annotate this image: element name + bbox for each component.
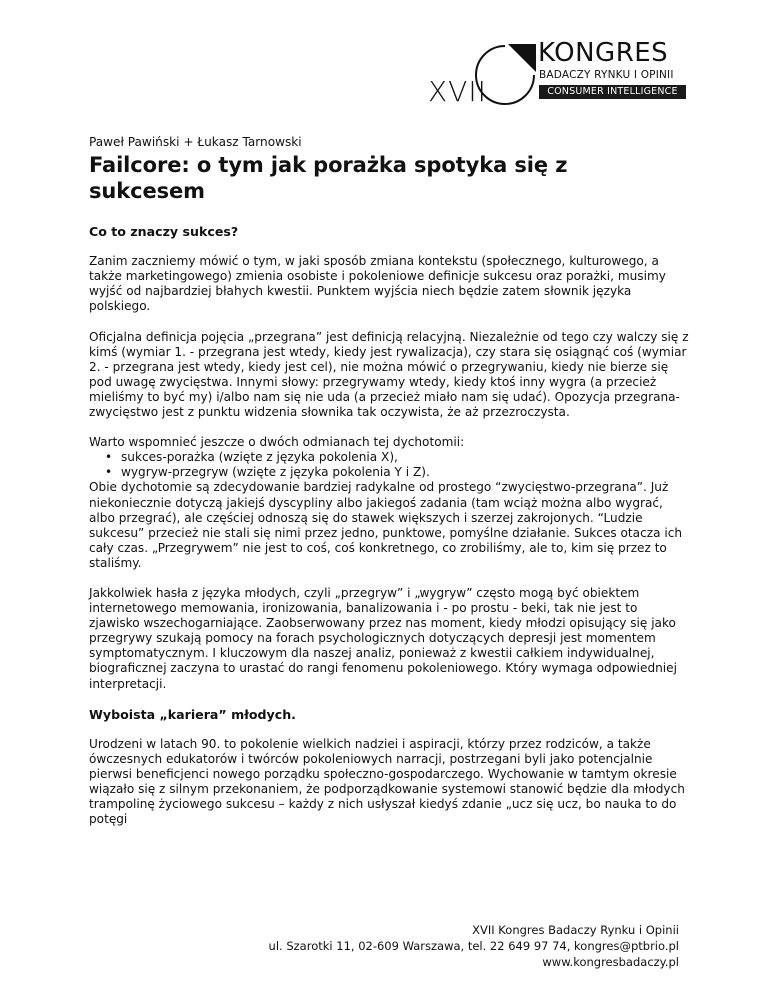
paragraph-2: Oficjalna definicja pojęcia „przegrana” jest definicją relacyjną. Niezależnie od tego czy walczy się z kimś (wymiar 1. - przegrana jest wtedy, kiedy jest rywalizacja), czy stara się osiągnąć coś (wymiar 2. - przegrana jest wtedy, kiedy jest cel), nie można mówić o przegrywaniu, kiedy nie bierze się pod uwagę zwycięstwa. Innymi słowy: przegrywamy wtedy, kiedy ktoś inny wygra (a przecież mieliśmy to być my) i/albo nam się nie uda (a przecież miało nam się udać). Opozycja przegrana-zwycięstwo jest z punktu widzenia słownika tak oczywista, że aż przezroczysta. [89, 329, 689, 420]
section-heading-success: Co to znaczy sukces? [89, 224, 239, 240]
list-item: • wygryw-przegryw (wzięte z języka pokolenia Y i Z). [121, 465, 689, 480]
logo-subtitle: BADACZY RYNKU I OPINII [539, 69, 674, 81]
paragraph-5: Urodzeni w latach 90. to pokolenie wielkich nadziei i aspiracji, którzy przez rodziców, a także ówczesnych edukatorów i twórców pokoleniowych narracji, postrzegani byli jako potencjalnie pierwsi beneficjenci nowego porządku społeczno-gospodarczego. Wychowanie w tamtym okresie wiązało się z silnym przekonaniem, że podporządkowanie systemowi stanowić będzie dla młodych trampolinę życiowego sukcesu – każdy z nich usłyszał kiedyś zdanie „ucz się ucz, bo nauka to do potęgi [89, 736, 685, 827]
section-heading-career: Wyboista „kariera” młodych. [89, 706, 296, 722]
article-title: Failcore: o tym jak porażka spotyka się z sukcesem [89, 153, 568, 204]
footer-address: ul. Szarotki 11, 02-609 Warszawa, tel. 22 649 97 74, kongres@ptbrio.pl [268, 939, 679, 953]
footer-congress-name: XVII Kongres Badaczy Rynku i Opinii [472, 923, 679, 937]
paragraph-3: Obie dychotomie są zdecydowanie bardziej radykalne od prostego “zwycięstwo-przegrana”. Już niekoniecznie dotyczą jakiejś dyscypliny albo jakiegoś zadania (tam wciąż można albo wygrać, albo przegrać), ale częściej odnoszą się do stawek większych i szerzej zakrojonych. “Ludzie sukcesu” przecież nie stali się nimi przez jedno, punktowe, pomyślne działanie. Sukces otacza ich cały czas. „Przegrywem” nie jest to coś, coś konkretnego, co zrobiliśmy, ale to, kim się przez to staliśmy. [89, 480, 683, 570]
logo-ring-icon [470, 40, 540, 110]
paragraph-3-intro: Warto wspomnieć jeszcze o dwóch odmianach tej dychotomii: [89, 435, 465, 450]
paragraph-4: Jakkolwiek hasła z języka młodych, czyli „przegryw” i „wygryw” często mogą być obiektem internetowego memowania, ironizowania, banalizowania i - po prostu - beki, tak nie jest to zjawisko wszechogarniające. Zaobserwowany przez nas moment, kiedy młodzi opisujący się jako przegrywy szukają pomocy na forach psychologicznych dotyczących depresji jest momentem symptomatycznym. I kluczowym dla naszej analiz, ponieważ z kwestii całkiem indywidualnej, biograficznej zaczyna to urastać do rangi fenomenu pokoleniowego. Który wymaga odpowiedniej interpretacji. [89, 585, 677, 691]
congress-logo [428, 38, 688, 110]
page-footer [269, 922, 679, 970]
article [89, 135, 689, 842]
dichotomy-list [89, 450, 689, 480]
logo-roman-numeral: XVII [428, 75, 487, 108]
footer-website-link[interactable]: www.kongresbadaczy.pl [542, 955, 679, 969]
paragraph-1: Zanim zaczniemy mówić o tym, w jaki sposób zmiana kontekstu (społecznego, kulturowego, a także marketingowego) zmienia osobiste i pokoleniowe definicje sukcesu oraz porażki, musimy wyjść od najbardziej błahych kwestii. Punktem wyjścia niech będzie zatem słownik języka polskiego. [89, 254, 666, 314]
logo-tagline: CONSUMER INTELLIGENCE [539, 85, 686, 99]
article-authors: Paweł Pawiński + Łukasz Tarnowski [89, 135, 302, 149]
logo-title: KONGRES [538, 38, 669, 68]
list-item: • sukces-porażka (wzięte z języka pokolenia X), [121, 450, 689, 465]
